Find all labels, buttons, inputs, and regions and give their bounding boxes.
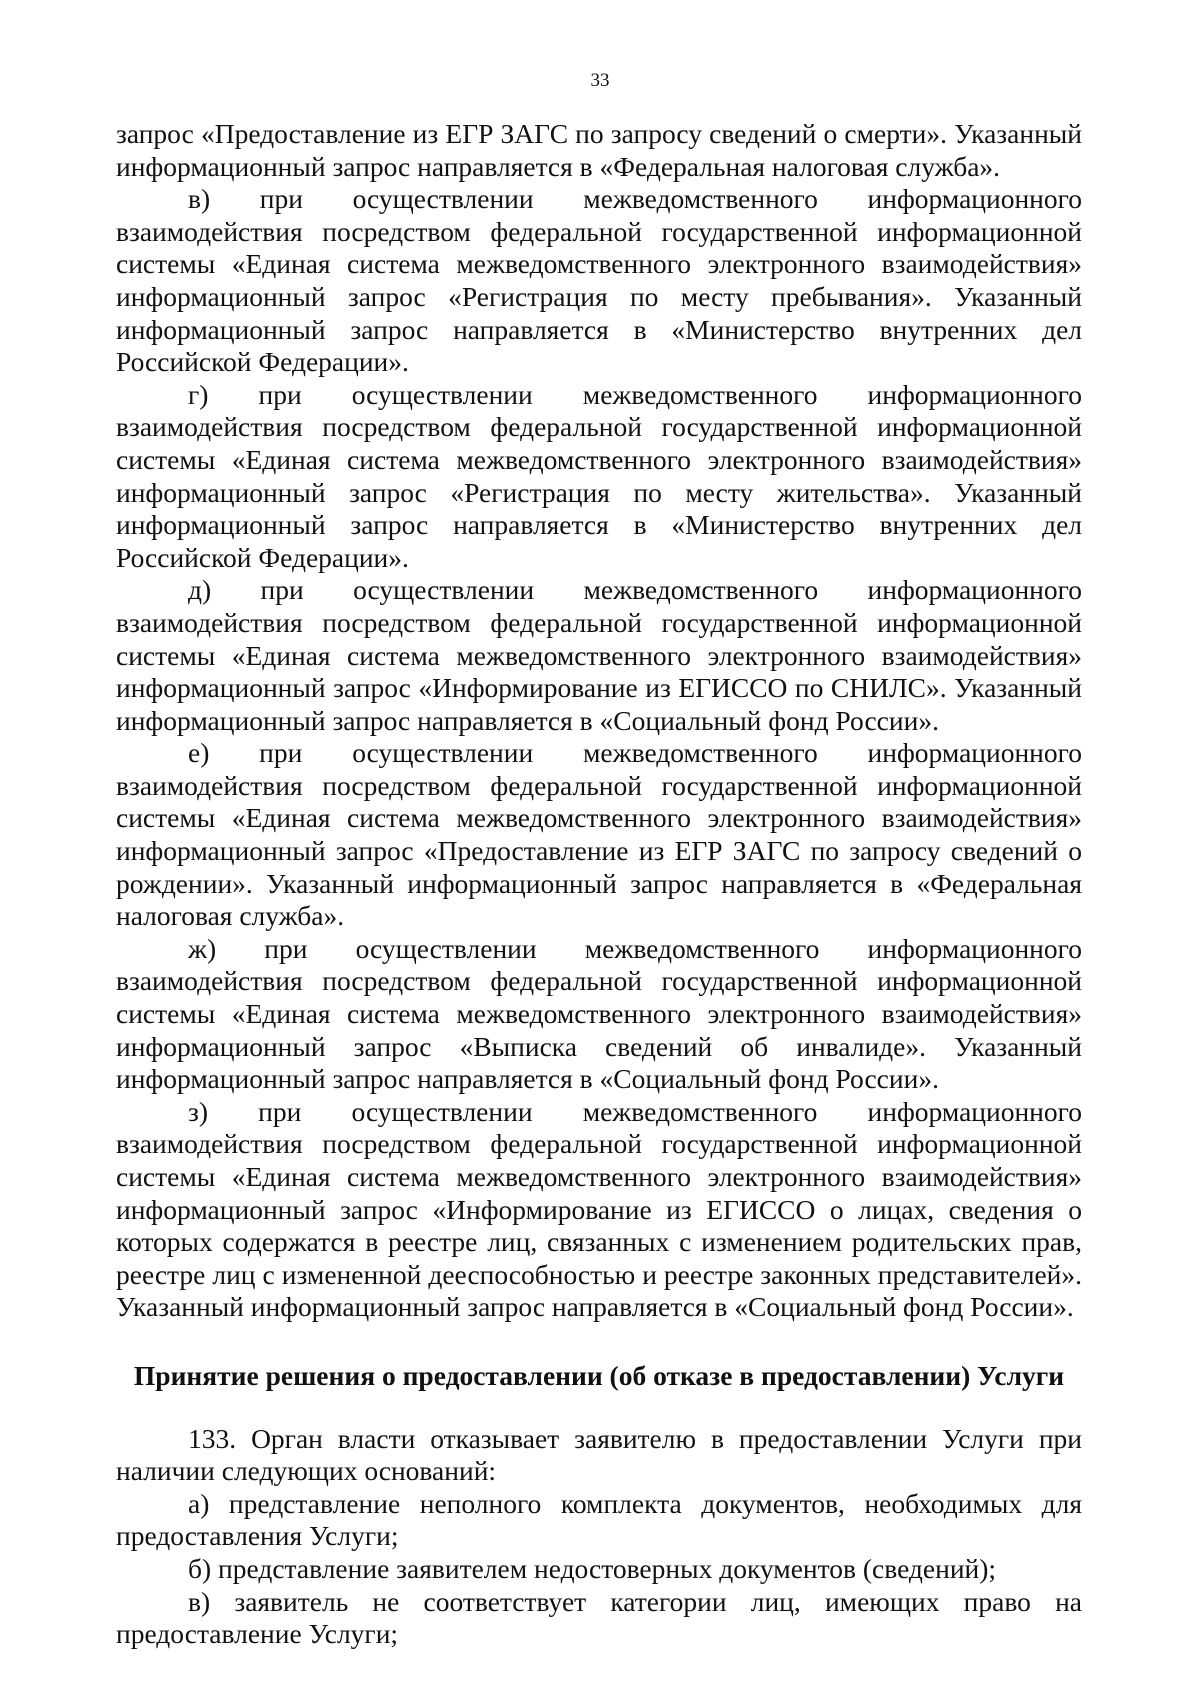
document-body bbox=[116, 118, 1082, 1651]
paragraph-item-zh: ж) при осуществлении межведомственного информационного взаимодействия посредством федеральной государственной информационной системы «Единая система межведомственного электронного взаимодействия» информационный запрос «Выписка сведений об инвалиде». Указанный информационный запрос направляется в «Социальный фонд России». bbox=[116, 932, 1082, 1095]
paragraph-ground-b: б) представление заявителем недостоверных документов (сведений); bbox=[188, 1552, 997, 1584]
paragraph-ground-v: в) заявитель не соответствует категории лиц, имеющих право на предоставление Услуги; bbox=[116, 1585, 1082, 1650]
paragraph-item-g: г) при осуществлении межведомственного информационного взаимодействия посредством федеральной государственной информационной системы «Единая система межведомственного электронного взаимодействия» информационный запрос «Регистрация по месту жительства». Указанный информационный запрос направляется в «Министерство внутренних дел Российской Федерации». bbox=[116, 378, 1082, 573]
paragraph-continuation: запрос «Предоставление из ЕГР ЗАГС по запросу сведений о смерти». Указанный информационный запрос направляется в «Федеральная налоговая служба». bbox=[116, 118, 1082, 182]
paragraph-133: 133. Орган власти отказывает заявителю в предоставлении Услуги при наличии следующих оснований: bbox=[116, 1422, 1082, 1487]
paragraph-item-e: е) при осуществлении межведомственного информационного взаимодействия посредством федеральной государственной информационной системы «Единая система межведомственного электронного взаимодействия» информационный запрос «Предоставление из ЕГР ЗАГС по запросу сведений о рождении». Указанный информационный запрос направляется в «Федеральная налоговая служба». bbox=[116, 737, 1082, 932]
paragraph-item-v: в) при осуществлении межведомственного информационного взаимодействия посредством федеральной государственной информационной системы «Единая система межведомственного электронного взаимодействия» информационный запрос «Регистрация по месту пребывания». Указанный информационный запрос направляется в «Министерство внутренних дел Российской Федерации». bbox=[116, 183, 1082, 378]
paragraph-ground-a: а) представление неполного комплекта документов, необходимых для предоставления Услуги; bbox=[116, 1487, 1082, 1552]
paragraph-item-d: д) при осуществлении межведомственного информационного взаимодействия посредством федеральной государственной информационной системы «Единая система межведомственного электронного взаимодействия» информационный запрос «Информирование из ЕГИССО по СНИЛС». Указанный информационный запрос направляется в «Социальный фонд России». bbox=[116, 574, 1082, 736]
page-number: 33 bbox=[590, 70, 610, 91]
paragraph-item-z: з) при осуществлении межведомственного информационного взаимодействия посредством федеральной государственной информационной системы «Единая система межведомственного электронного взаимодействия» информационный запрос «Информирование из ЕГИССО о лицах, сведения о которых содержатся в реестре лиц, связанных с изменением родительских прав, реестре лиц с измененной дееспособностью и реестре законных представителей». Указанный информационный запрос направляется в «Социальный фонд России». bbox=[116, 1095, 1082, 1323]
section-heading: Принятие решения о предоставлении (об отказе в предоставлении) Услуги bbox=[133, 1359, 1065, 1391]
